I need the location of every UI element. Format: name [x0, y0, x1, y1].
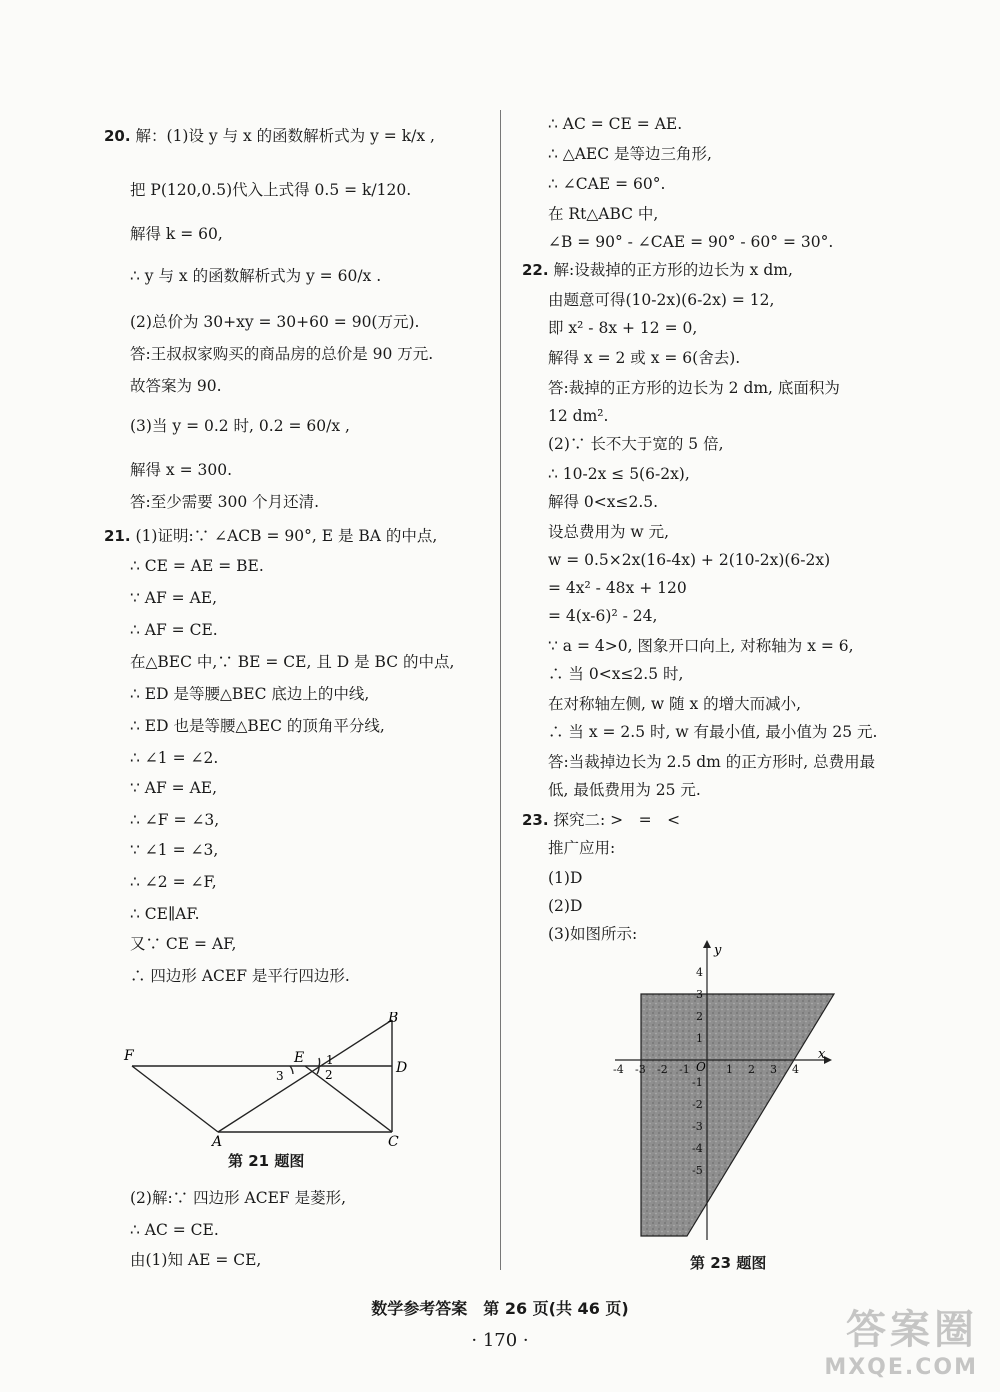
answer-text: ∴ AF = CE. — [130, 621, 218, 639]
answer-line — [130, 684, 369, 704]
answer-line — [130, 266, 381, 286]
answer-line — [130, 180, 411, 200]
answer-text: 解:设裁掉的正方形的边长为 x dm, — [553, 261, 793, 279]
label-E: E — [294, 1050, 305, 1066]
figure-21-caption: 第 21 题图 — [228, 1152, 305, 1170]
answer-line — [548, 464, 690, 484]
answer-text: 在△BEC 中,∵ BE = CE, 且 D 是 BC 的中点, — [130, 653, 455, 671]
x-tick-label: 1 — [726, 1063, 733, 1076]
angle-label-1: 1 — [326, 1053, 334, 1067]
answer-text: (2)总价为 30+xy = 30+60 = 90(万元). — [130, 313, 420, 331]
answer-line — [548, 232, 833, 252]
figure-23-caption: 第 23 题图 — [690, 1254, 767, 1272]
answer-line — [130, 492, 319, 512]
answer-line — [548, 896, 582, 916]
label-D: D — [396, 1060, 408, 1076]
shaded-region — [641, 994, 834, 1236]
answer-line — [130, 620, 218, 640]
label-C: C — [388, 1134, 399, 1147]
answer-text: ∴ 当 0<x≤2.5 时, — [548, 665, 684, 683]
answer-text: ∵ AF = AE, — [130, 589, 218, 607]
answer-line — [548, 144, 712, 164]
y-tick-label: -1 — [692, 1076, 703, 1089]
answer-line — [548, 694, 801, 714]
answer-line — [104, 126, 435, 146]
answer-text: 探究二: > = < — [553, 811, 681, 829]
answer-text: ∴ ED 是等腰△BEC 底边上的中线, — [130, 685, 370, 703]
answer-text: ∴ AC = CE = AE. — [548, 115, 683, 133]
answer-text: ∴ ∠CAE = 60°. — [548, 175, 666, 193]
watermark-url: MXQE.COM — [824, 1355, 978, 1380]
x-tick-label: -3 — [635, 1063, 646, 1076]
answer-text: ∴ AC = CE. — [130, 1221, 219, 1239]
question-number: 23. — [522, 811, 549, 829]
answer-text: ∴ 当 x = 2.5 时, w 有最小值, 最小值为 25 元. — [548, 723, 878, 741]
answer-text: 12 dm². — [548, 407, 609, 425]
label-F: F — [124, 1048, 134, 1064]
answer-line — [130, 904, 200, 924]
answer-text: 由(1)知 AE = CE, — [130, 1251, 262, 1269]
answer-text: ∴ 10-2x ≤ 5(6-2x), — [548, 465, 690, 483]
answer-text: 解得 0<x≤2.5. — [548, 493, 659, 511]
answer-text: ∵ ∠1 = ∠3, — [130, 841, 219, 859]
answer-text: ∴ 四边形 ACEF 是平行四边形. — [130, 967, 350, 985]
answer-line — [130, 416, 350, 436]
label-B: B — [388, 1012, 399, 1026]
answer-text: ∴ ∠F = ∠3, — [130, 811, 220, 829]
answer-line — [522, 260, 793, 280]
answer-line — [548, 290, 774, 310]
y-tick-label: 2 — [696, 1010, 703, 1023]
answer-line — [548, 752, 875, 772]
answer-line — [130, 588, 217, 608]
answer-line — [130, 224, 223, 244]
answer-text: = 4(x-6)² - 24, — [548, 607, 658, 625]
answer-text: ∠B = 90° - ∠CAE = 90° - 60° = 30°. — [548, 233, 834, 251]
answer-line — [548, 578, 687, 598]
answer-text: ∴ △AEC 是等边三角形, — [548, 145, 712, 163]
y-tick-label: -3 — [692, 1120, 703, 1133]
answer-text: ∴ CE∥AF. — [130, 905, 200, 923]
answer-line — [548, 606, 657, 626]
answer-text: 解：(1)设 y 与 x 的函数解析式为 y = k/x , — [135, 127, 435, 145]
y-tick-label: -5 — [692, 1164, 703, 1177]
answer-text: 设总费用为 w 元, — [548, 523, 670, 541]
answer-text: 答:裁掉的正方形的边长为 2 dm, 底面积为 — [548, 379, 840, 397]
answer-line — [104, 526, 437, 546]
answer-line — [130, 966, 350, 986]
figure-23-graph — [610, 940, 840, 1250]
answer-line — [130, 652, 454, 672]
x-tick-label: 3 — [770, 1063, 777, 1076]
answer-line — [548, 114, 682, 134]
answer-text: ∴ ∠2 = ∠F, — [130, 873, 217, 891]
answer-line — [130, 872, 217, 892]
answer-text: (1)D — [548, 869, 583, 887]
answer-line — [130, 778, 217, 798]
answer-text: 答:至少需要 300 个月还清. — [130, 493, 320, 511]
answer-line — [130, 376, 222, 396]
y-tick-label: 4 — [696, 966, 703, 979]
answer-text: 答:王叔叔家购买的商品房的总价是 90 万元. — [130, 345, 434, 363]
answer-text: 答:当裁掉边长为 2.5 dm 的正方形时, 总费用最 — [548, 753, 876, 771]
answer-text: (2)解:∵ 四边形 ACEF 是菱形, — [130, 1189, 347, 1207]
answer-line — [548, 780, 701, 800]
answer-text: 把 P(120,0.5)代入上式得 0.5 = k/120. — [130, 181, 412, 199]
y-tick-label: 3 — [696, 988, 703, 1001]
answer-text: 在对称轴左侧, w 随 x 的增大而减小, — [548, 695, 802, 713]
answer-text: 解得 x = 2 或 x = 6(舍去). — [548, 349, 741, 367]
answer-line — [130, 810, 219, 830]
answer-line — [130, 934, 236, 954]
answer-text: (2)D — [548, 897, 583, 915]
y-axis-label: y — [714, 943, 722, 958]
answer-line — [548, 204, 658, 224]
answer-text: 又∵ CE = AF, — [130, 935, 237, 953]
x-tick-label: 4 — [792, 1063, 799, 1076]
answer-text: ∴ ED 也是等腰△BEC 的顶角平分线, — [130, 717, 385, 735]
answer-line — [548, 348, 740, 368]
column-divider — [500, 110, 501, 1270]
answer-text: 解得 x = 300. — [130, 461, 233, 479]
answer-line — [548, 838, 615, 858]
answer-line — [548, 406, 608, 426]
answer-text: 由题意可得(10-2x)(6-2x) = 12, — [548, 291, 775, 309]
label-A: A — [212, 1134, 223, 1147]
x-tick-label: -1 — [679, 1063, 690, 1076]
answer-line — [130, 344, 433, 364]
watermark-logo — [824, 1298, 978, 1380]
answer-text: 在 Rt△ABC 中, — [548, 205, 659, 223]
answer-line — [548, 522, 669, 542]
answer-text: (1)证明:∵ ∠ACB = 90°, E 是 BA 的中点, — [135, 527, 438, 545]
y-tick-label: 1 — [696, 1032, 703, 1045]
figure-21-diagram — [120, 1012, 420, 1147]
answer-text: w = 0.5×2x(16-4x) + 2(10-2x)(6-2x) — [548, 551, 831, 569]
answer-line — [522, 810, 680, 830]
angle-label-2: 2 — [325, 1068, 333, 1082]
answer-text: ∴ y 与 x 的函数解析式为 y = 60/x . — [130, 267, 382, 285]
answer-text: 解得 k = 60, — [130, 225, 223, 243]
x-tick-label: -2 — [657, 1063, 668, 1076]
watermark-text: 答案圈 — [846, 1307, 978, 1353]
answer-line — [548, 636, 854, 656]
answer-line — [548, 550, 830, 570]
answer-text: ∴ CE = AE = BE. — [130, 557, 264, 575]
question-number: 21. — [104, 527, 131, 545]
answer-line — [548, 492, 658, 512]
answer-text: 故答案为 90. — [130, 377, 222, 395]
y-tick-label: -2 — [692, 1098, 703, 1111]
x-axis-label: x — [818, 1047, 826, 1062]
answer-line — [130, 716, 385, 736]
angle-label-3: 3 — [276, 1069, 284, 1083]
footer-title: 数学参考答案 第 26 页(共 46 页) — [371, 1299, 629, 1318]
answer-text: 即 x² - 8x + 12 = 0, — [548, 319, 698, 337]
answer-line — [130, 1250, 261, 1270]
answer-line — [548, 174, 665, 194]
answer-text: ∴ ∠1 = ∠2. — [130, 749, 219, 767]
answer-line — [548, 664, 683, 684]
answer-text: (3)如图所示: — [548, 925, 638, 943]
answer-line — [130, 840, 218, 860]
origin-label: O — [696, 1060, 706, 1074]
answer-text: ∵ AF = AE, — [130, 779, 218, 797]
answer-line — [548, 434, 724, 454]
question-number: 22. — [522, 261, 549, 279]
answer-line — [130, 460, 232, 480]
page-number: · 170 · — [471, 1330, 529, 1351]
answer-text: 推广应用: — [548, 839, 616, 857]
answer-line — [548, 868, 582, 888]
answer-line — [548, 722, 877, 742]
answer-line — [130, 312, 419, 332]
answer-line — [130, 1220, 219, 1240]
x-tick-label: -4 — [613, 1063, 624, 1076]
question-number: 20. — [104, 127, 131, 145]
answer-text: (2)∵ 长不大于宽的 5 倍, — [548, 435, 724, 453]
answer-line — [548, 318, 697, 338]
answer-text: (3)当 y = 0.2 时, 0.2 = 60/x , — [130, 417, 350, 435]
answer-line — [130, 1188, 346, 1208]
answer-text: 低, 最低费用为 25 元. — [548, 781, 701, 799]
answer-text: ∵ a = 4>0, 图象开口向上, 对称轴为 x = 6, — [548, 637, 854, 655]
y-tick-label: -4 — [692, 1142, 703, 1155]
answer-line — [130, 556, 264, 576]
answer-text: = 4x² - 48x + 120 — [548, 579, 687, 597]
x-tick-label: 2 — [748, 1063, 755, 1076]
answer-line — [548, 378, 840, 398]
answer-line — [130, 748, 218, 768]
